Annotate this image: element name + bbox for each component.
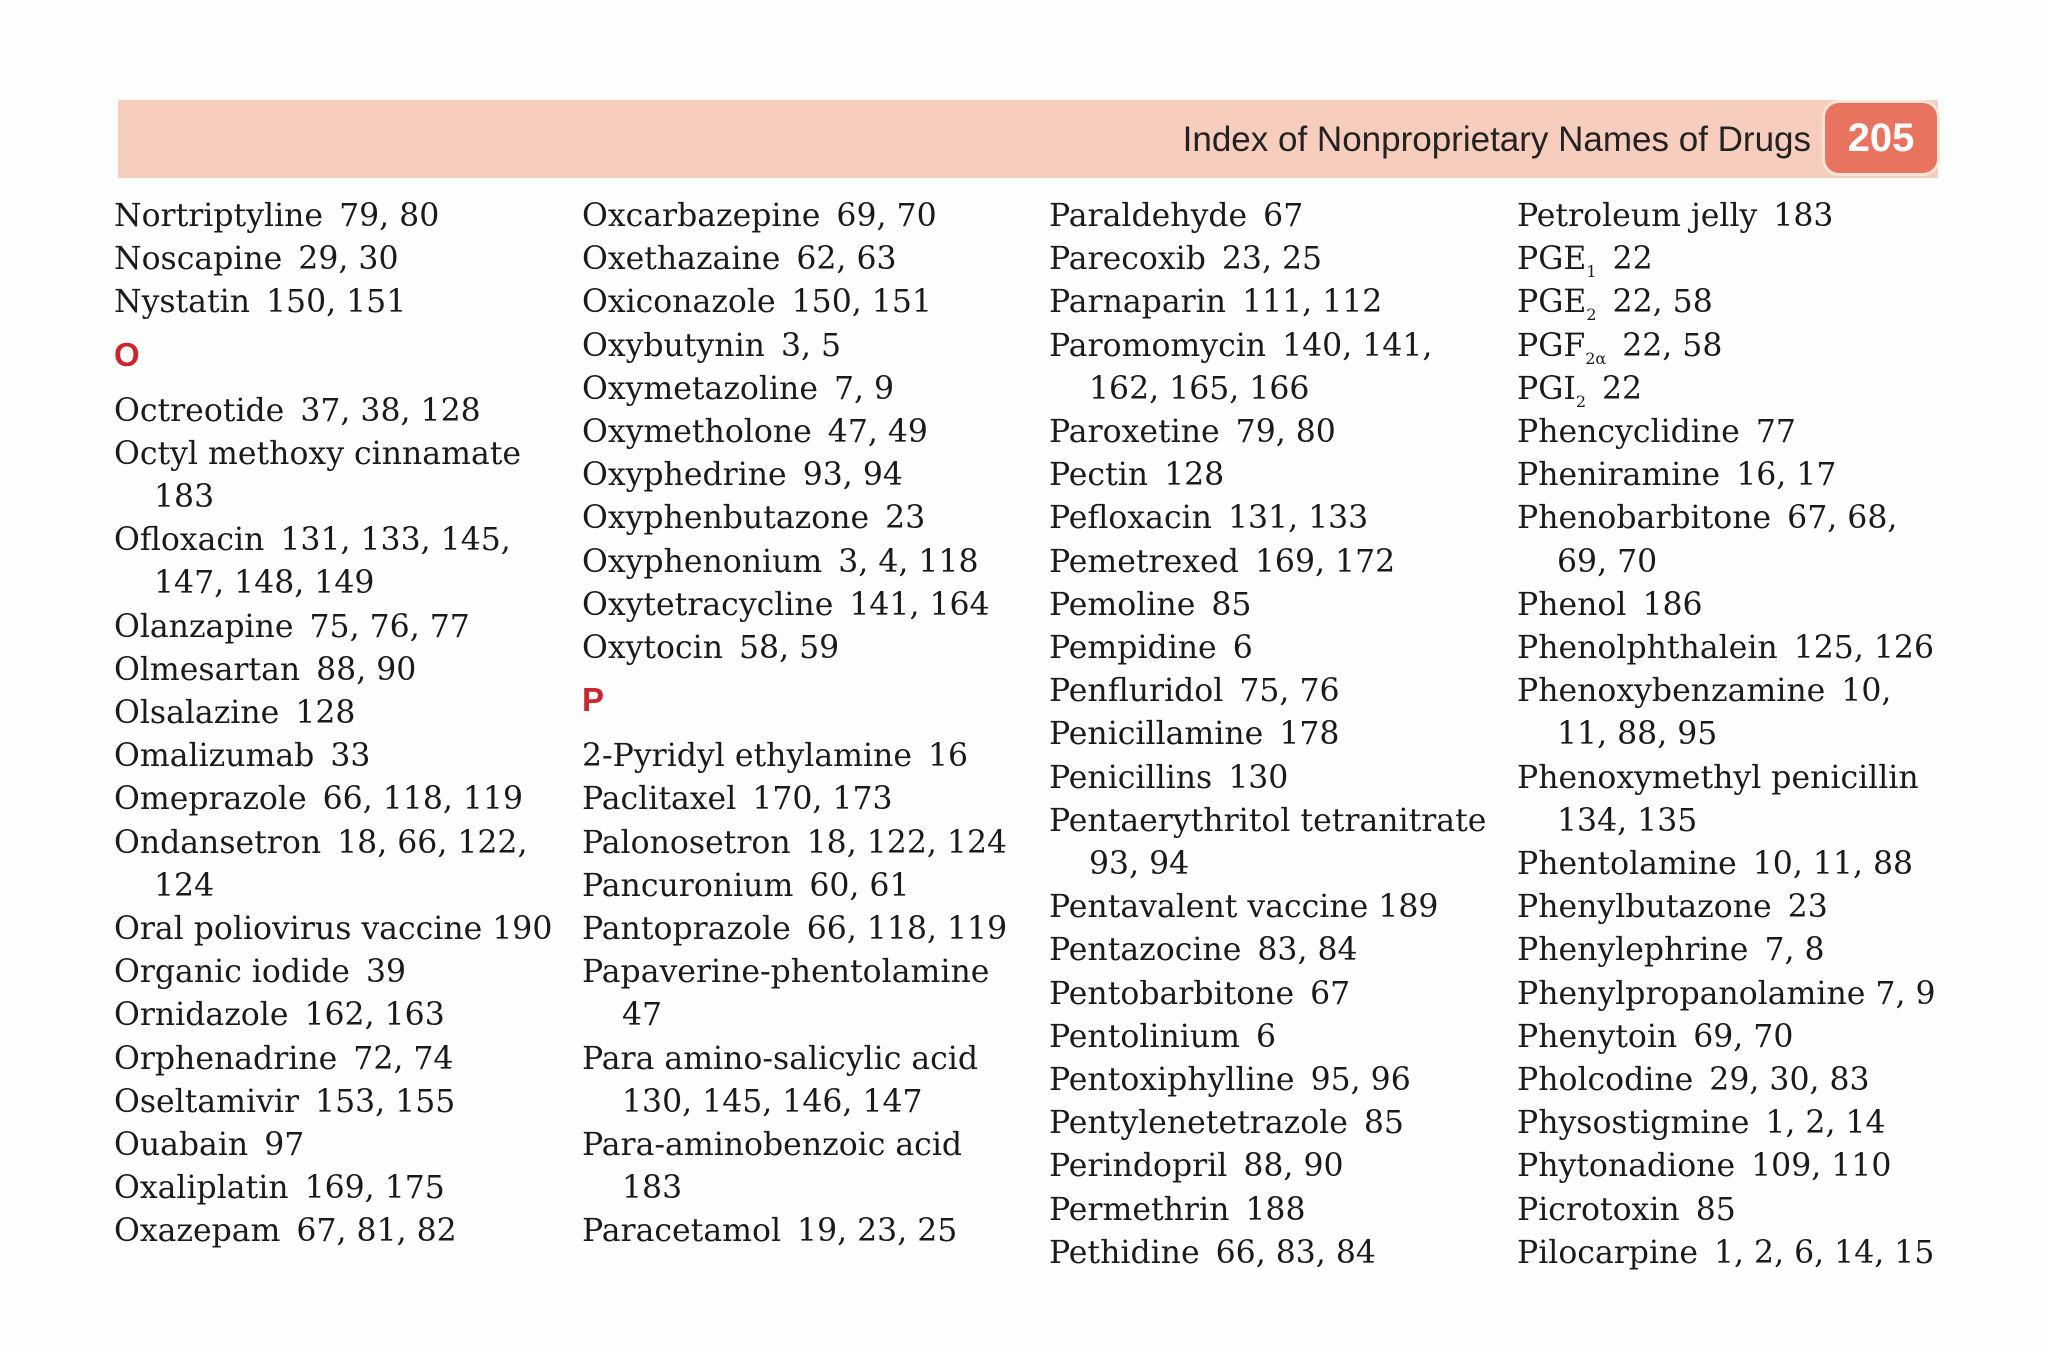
section-letter: O [114, 335, 140, 373]
index-entry [114, 519, 574, 605]
entry-pages: 162, 163 [304, 997, 445, 1034]
entry-term: Pefloxacin [1049, 500, 1212, 537]
entry-pages: 23 [885, 500, 926, 537]
entry-subscript: 1 [1586, 262, 1597, 282]
entry-term: Picrotoxin [1517, 1191, 1680, 1228]
entry-pages: 6 [1256, 1018, 1277, 1055]
index-entry [1517, 1102, 1977, 1145]
entry-term: Paroxetine [1049, 414, 1220, 451]
entry-term: Para-aminobenzoic acid [582, 1127, 963, 1164]
entry-subscript: 2 [1586, 305, 1597, 325]
entry-pages: 67, 81, 82 [296, 1213, 457, 1250]
entry-term: Phenytoin [1517, 1018, 1678, 1055]
entry-term: Oxyphenbutazone [582, 500, 870, 537]
entry-term: Ondansetron [114, 824, 322, 861]
index-entry [1049, 497, 1509, 540]
entry-term: Octreotide [114, 392, 285, 429]
entry-term: 2-Pyridyl ethylamine [582, 738, 912, 775]
entry-pages: 60, 61 [809, 867, 910, 904]
entry-term: Phenolphthalein [1517, 630, 1778, 667]
index-entry [1517, 238, 1977, 281]
index-entry [1049, 757, 1509, 800]
entry-pages: 22, 58 [1622, 327, 1723, 364]
entry-pages: 186 [1642, 586, 1703, 623]
index-entry [114, 822, 574, 908]
entry-term: Paromomycin [1049, 327, 1267, 364]
index-entry [1517, 1232, 1977, 1275]
entry-term: PGI [1517, 370, 1576, 407]
entry-term: Pemoline [1049, 586, 1196, 623]
index-entry [1517, 929, 1977, 972]
entry-pages: 97 [264, 1127, 305, 1164]
entry-term: Pentobarbitone [1049, 975, 1295, 1012]
entry-term: Octyl methoxy cinnamate [114, 435, 522, 472]
entry-term: Oxytetracycline [582, 586, 834, 623]
index-entry [582, 865, 1042, 908]
index-entry [582, 778, 1042, 821]
entry-term: Noscapine [114, 241, 283, 278]
entry-pages: 130 [1228, 759, 1289, 796]
entry-pages: 6 [1232, 630, 1253, 667]
entry-pages: 18, 66, 122, [337, 824, 528, 861]
entry-pages: 72, 74 [353, 1040, 454, 1077]
entry-term: Olsalazine [114, 695, 280, 732]
entry-pages: 131, 133, 145, [280, 522, 511, 559]
entry-term: Petroleum jelly [1517, 198, 1758, 234]
index-entry [1517, 584, 1977, 627]
index-entry [114, 1124, 574, 1167]
entry-pages: 88, 90 [316, 651, 417, 688]
index-entry [114, 735, 574, 778]
entry-pages: 23, 25 [1221, 241, 1323, 278]
index-entry [1049, 1016, 1509, 1059]
entry-term: Pemetrexed [1049, 543, 1239, 580]
entry-term: Phenoxybenzamine [1517, 673, 1826, 710]
entry-term: Oxazepam [114, 1213, 281, 1250]
index-entry [1049, 929, 1509, 972]
entry-term: Penicillins [1049, 759, 1213, 796]
entry-term: Para amino-salicylic acid [582, 1040, 979, 1077]
index-entry [114, 281, 574, 324]
entry-pages-continued: 124 [154, 867, 215, 904]
index-entry [1049, 1145, 1509, 1188]
entry-pages: 169, 175 [304, 1170, 445, 1207]
entry-term: Penfluridol [1049, 673, 1224, 710]
index-entry [582, 1038, 1042, 1124]
index-entry [114, 1210, 574, 1253]
entry-term: Papaverine-phentolamine [582, 954, 990, 991]
entry-term: Oseltamivir [114, 1083, 300, 1120]
entry-term: Phenoxymethyl penicillin [1517, 759, 1919, 796]
entry-pages: 66, 83, 84 [1215, 1234, 1376, 1271]
entry-pages: 189 [1378, 889, 1439, 926]
index-entry [1517, 281, 1977, 324]
entry-term: Pentoxiphylline [1049, 1062, 1295, 1099]
index-entry [1049, 541, 1509, 584]
index-entry [1049, 195, 1509, 238]
entry-term: Omeprazole [114, 781, 307, 818]
entry-term: Pentavalent vaccine [1049, 889, 1369, 926]
entry-pages: 23 [1787, 889, 1828, 926]
index-entry [114, 1038, 574, 1081]
entry-pages: 141, 164 [849, 586, 990, 623]
index-entry [582, 195, 1042, 238]
index-entry [1049, 1059, 1509, 1102]
entry-pages: 150, 151 [265, 284, 407, 321]
entry-term: Oxaliplatin [114, 1170, 289, 1207]
entry-pages: 47 [622, 997, 663, 1034]
entry-term: PGE [1517, 241, 1587, 278]
entry-pages: 67 [1310, 975, 1351, 1012]
index-entry [582, 584, 1042, 627]
index-entry [114, 692, 574, 735]
entry-pages: 66, 118, 119 [806, 911, 1008, 948]
index-entry [582, 325, 1042, 368]
index-entry [114, 606, 574, 649]
index-entry [114, 778, 574, 821]
index-entry [582, 541, 1042, 584]
entry-pages: 33 [330, 738, 371, 775]
entry-term: Phenobarbitone [1517, 500, 1772, 537]
entry-pages: 85 [1363, 1105, 1404, 1142]
entry-term: Pempidine [1049, 630, 1217, 667]
entry-pages: 69, 70 [836, 198, 937, 234]
index-entry [1049, 238, 1509, 281]
entry-term: Ornidazole [114, 997, 289, 1034]
entry-pages: 83, 84 [1257, 932, 1358, 969]
entry-pages: 1, 2, 14 [1765, 1105, 1886, 1142]
entry-term: Pantoprazole [582, 911, 791, 948]
page-number-badge: 205 [1825, 103, 1937, 173]
entry-pages: 153, 155 [315, 1083, 456, 1120]
index-entry [1517, 1059, 1977, 1102]
index-entry [582, 951, 1042, 1037]
index-entry [1049, 973, 1509, 1016]
entry-pages: 169, 172 [1254, 543, 1396, 580]
entry-term: Parnaparin [1049, 284, 1227, 321]
index-entry [1517, 886, 1977, 929]
entry-pages: 1, 2, 6, 14, 15 [1713, 1234, 1935, 1271]
entry-pages: 3, 5 [780, 327, 842, 364]
entry-pages-continued: 162, 165, 166 [1089, 370, 1310, 407]
entry-term: Perindopril [1049, 1148, 1228, 1185]
index-entry [1517, 757, 1977, 843]
entry-term: Oxcarbazepine [582, 198, 821, 234]
index-entry [1517, 195, 1977, 238]
entry-pages-continued: 147, 148, 149 [154, 565, 375, 602]
entry-term: Oxybutynin [582, 327, 765, 364]
entry-term: Phencyclidine [1517, 414, 1740, 451]
entry-term: Oxymetazoline [582, 370, 818, 407]
entry-pages: 150, 151 [791, 284, 932, 321]
index-entry [1517, 1145, 1977, 1188]
index-entry [1517, 454, 1977, 497]
entry-pages: 183 [154, 479, 215, 516]
index-entry [582, 908, 1042, 951]
entry-pages: 128 [1164, 457, 1225, 494]
entry-pages: 62, 63 [796, 241, 897, 278]
entry-pages: 22 [1602, 370, 1643, 407]
entry-pages-continued: 11, 88, 95 [1557, 716, 1718, 753]
entry-pages: 188 [1245, 1191, 1306, 1228]
entry-term: Phentolamine [1517, 846, 1737, 883]
index-entry [1517, 368, 1977, 411]
index-entry [582, 411, 1042, 454]
entry-pages: 183 [622, 1170, 683, 1207]
entry-term: Physostigmine [1517, 1105, 1750, 1142]
index-entry [1517, 627, 1977, 670]
entry-term: Organic iodide [114, 954, 350, 991]
index-entry [114, 390, 574, 433]
entry-term: Parecoxib [1049, 241, 1206, 278]
index-entry [1049, 1102, 1509, 1145]
entry-pages: 67 [1263, 198, 1304, 234]
entry-pages: 66, 118, 119 [322, 781, 524, 818]
entry-term: Olmesartan [114, 651, 301, 688]
entry-term: Oxiconazole [582, 284, 776, 321]
entry-pages: 69, 70 [1693, 1018, 1794, 1055]
entry-pages: 39 [365, 954, 407, 991]
entry-term: Pectin [1049, 457, 1149, 494]
index-entry [114, 1167, 574, 1210]
entry-term: Ofloxacin [114, 522, 265, 559]
entry-pages: 140, 141, [1282, 327, 1433, 364]
index-entry [1049, 886, 1509, 929]
index-entry [114, 1081, 574, 1124]
entry-pages: 16 [927, 738, 969, 775]
entry-term: Pentolinium [1049, 1018, 1240, 1055]
entry-pages: 22 [1612, 241, 1653, 278]
entry-term: Phenylpropanolamine [1517, 975, 1866, 1012]
index-entry [1049, 454, 1509, 497]
entry-pages: 10, [1841, 673, 1892, 710]
entry-pages: 190 [492, 911, 553, 948]
entry-pages: 7, 8 [1764, 932, 1825, 969]
index-entry [114, 238, 574, 281]
entry-pages: 131, 133 [1227, 500, 1369, 537]
index-entry [582, 454, 1042, 497]
entry-term: Omalizumab [114, 738, 315, 775]
index-entry [1517, 973, 1977, 1016]
index-column-4 [1517, 195, 1977, 1275]
entry-pages: 79, 80 [1235, 414, 1336, 451]
entry-term: Pholcodine [1517, 1062, 1694, 1099]
entry-pages: 10, 11, 88 [1752, 846, 1914, 883]
index-entry [1517, 325, 1977, 368]
index-entry [1049, 670, 1509, 713]
entry-term: Pentaerythritol tetranitrate [1049, 802, 1487, 839]
index-entry [582, 281, 1042, 324]
entry-pages: 37, 38, 128 [300, 392, 481, 429]
index-column-1 [114, 195, 574, 1254]
entry-pages: 47, 49 [827, 414, 928, 451]
index-entry [1517, 1016, 1977, 1059]
entry-pages: 111, 112 [1242, 284, 1383, 321]
entry-term: Pancuronium [582, 867, 794, 904]
entry-subscript: 2α [1585, 348, 1607, 368]
entry-term: Palonosetron [582, 824, 791, 861]
entry-pages: 29, 30, 83 [1709, 1062, 1870, 1099]
index-entry [582, 238, 1042, 281]
entry-term: Ouabain [114, 1127, 249, 1164]
entry-pages: 134, 135 [1557, 802, 1698, 839]
entry-term: Phenol [1517, 586, 1627, 623]
entry-pages: 125, 126 [1793, 630, 1934, 667]
entry-term: Oxyphenonium [582, 543, 823, 580]
entry-pages: 3, 4, 118 [838, 543, 979, 580]
entry-term: Paclitaxel [582, 781, 737, 818]
entry-subscript: 2 [1575, 391, 1586, 411]
entry-pages: 77 [1755, 414, 1796, 451]
entry-pages: 93, 94 [802, 457, 903, 494]
index-entry [582, 735, 1042, 778]
entry-term: Paracetamol [582, 1213, 782, 1250]
index-entry [114, 195, 574, 238]
entry-term: PGE [1517, 284, 1587, 321]
index-column-2 [582, 195, 1042, 1254]
entry-term: Phytonadione [1517, 1148, 1736, 1185]
index-entry [582, 1124, 1042, 1210]
entry-pages: 75, 76 [1239, 673, 1340, 710]
entry-term: Olanzapine [114, 608, 294, 645]
entry-pages: 95, 96 [1310, 1062, 1411, 1099]
index-entry [114, 433, 574, 519]
index-entry [1517, 670, 1977, 756]
entry-term: Oxytocin [582, 630, 724, 667]
entry-pages: 85 [1695, 1191, 1736, 1228]
index-entry [1049, 800, 1509, 886]
entry-term: Orphenadrine [114, 1040, 338, 1077]
index-entry [114, 994, 574, 1037]
entry-pages: 16, 17 [1736, 457, 1837, 494]
index-entry [582, 368, 1042, 411]
entry-pages: 18, 122, 124 [806, 824, 1008, 861]
entry-pages: 7, 9 [1875, 975, 1936, 1012]
index-entry [1049, 584, 1509, 627]
entry-pages-continued: 69, 70 [1557, 543, 1658, 580]
entry-term: Oxyphedrine [582, 457, 787, 494]
index-column-3 [1049, 195, 1509, 1275]
index-entry [1049, 627, 1509, 670]
entry-pages: 88, 90 [1243, 1148, 1344, 1185]
entry-pages: 178 [1279, 716, 1340, 753]
section-letter: P [582, 681, 605, 719]
index-entry [114, 951, 574, 994]
index-entry [1517, 843, 1977, 886]
entry-pages: 75, 76, 77 [309, 608, 470, 645]
entry-pages: 7, 9 [833, 370, 895, 407]
entry-term: Permethrin [1049, 1191, 1230, 1228]
entry-pages: 79, 80 [339, 198, 440, 234]
entry-pages: 93, 94 [1089, 846, 1190, 883]
entry-term: PGF [1517, 327, 1586, 364]
entry-pages: 29, 30 [298, 241, 399, 278]
entry-term: Nystatin [114, 284, 250, 321]
entry-pages: 183 [1773, 198, 1834, 234]
index-entry [582, 822, 1042, 865]
entry-term: Phenylephrine [1517, 932, 1749, 969]
entry-pages: 67, 68, [1787, 500, 1898, 537]
entry-pages: 85 [1211, 586, 1252, 623]
index-entry [114, 649, 574, 692]
entry-term: Paraldehyde [1049, 198, 1248, 234]
entry-term: Oxymetholone [582, 414, 812, 451]
entry-term: Oxethazaine [582, 241, 781, 278]
index-entry [582, 497, 1042, 540]
entry-term: Nortriptyline [114, 198, 324, 234]
index-entry [1049, 281, 1509, 324]
index-entry [1517, 497, 1977, 583]
index-entry [1049, 1189, 1509, 1232]
entry-pages: 22, 58 [1612, 284, 1713, 321]
entry-term: Pentylenetetrazole [1049, 1105, 1348, 1142]
entry-term: Pilocarpine [1517, 1234, 1698, 1271]
entry-pages: 19, 23, 25 [797, 1213, 958, 1250]
entry-term: Pentazocine [1049, 932, 1242, 969]
entry-pages: 130, 145, 146, 147 [622, 1083, 923, 1120]
entry-pages: 128 [295, 695, 356, 732]
index-entry [1049, 411, 1509, 454]
entry-pages: 58, 59 [739, 630, 840, 667]
index-entry [114, 908, 574, 951]
entry-term: Pheniramine [1517, 457, 1721, 494]
index-entry [582, 1210, 1042, 1253]
entry-term: Oral poliovirus vaccine [114, 911, 483, 948]
index-entry [1517, 411, 1977, 454]
index-entry [1049, 713, 1509, 756]
running-title: Index of Nonproprietary Names of Drugs [1182, 120, 1811, 159]
index-entry [1049, 325, 1509, 411]
index-entry [1049, 1232, 1509, 1275]
entry-term: Penicillamine [1049, 716, 1264, 753]
entry-term: Phenylbutazone [1517, 889, 1772, 926]
index-entry [582, 627, 1042, 670]
index-entry [1517, 1189, 1977, 1232]
entry-term: Pethidine [1049, 1234, 1200, 1271]
entry-pages: 109, 110 [1751, 1148, 1892, 1185]
entry-pages: 170, 173 [752, 781, 893, 818]
